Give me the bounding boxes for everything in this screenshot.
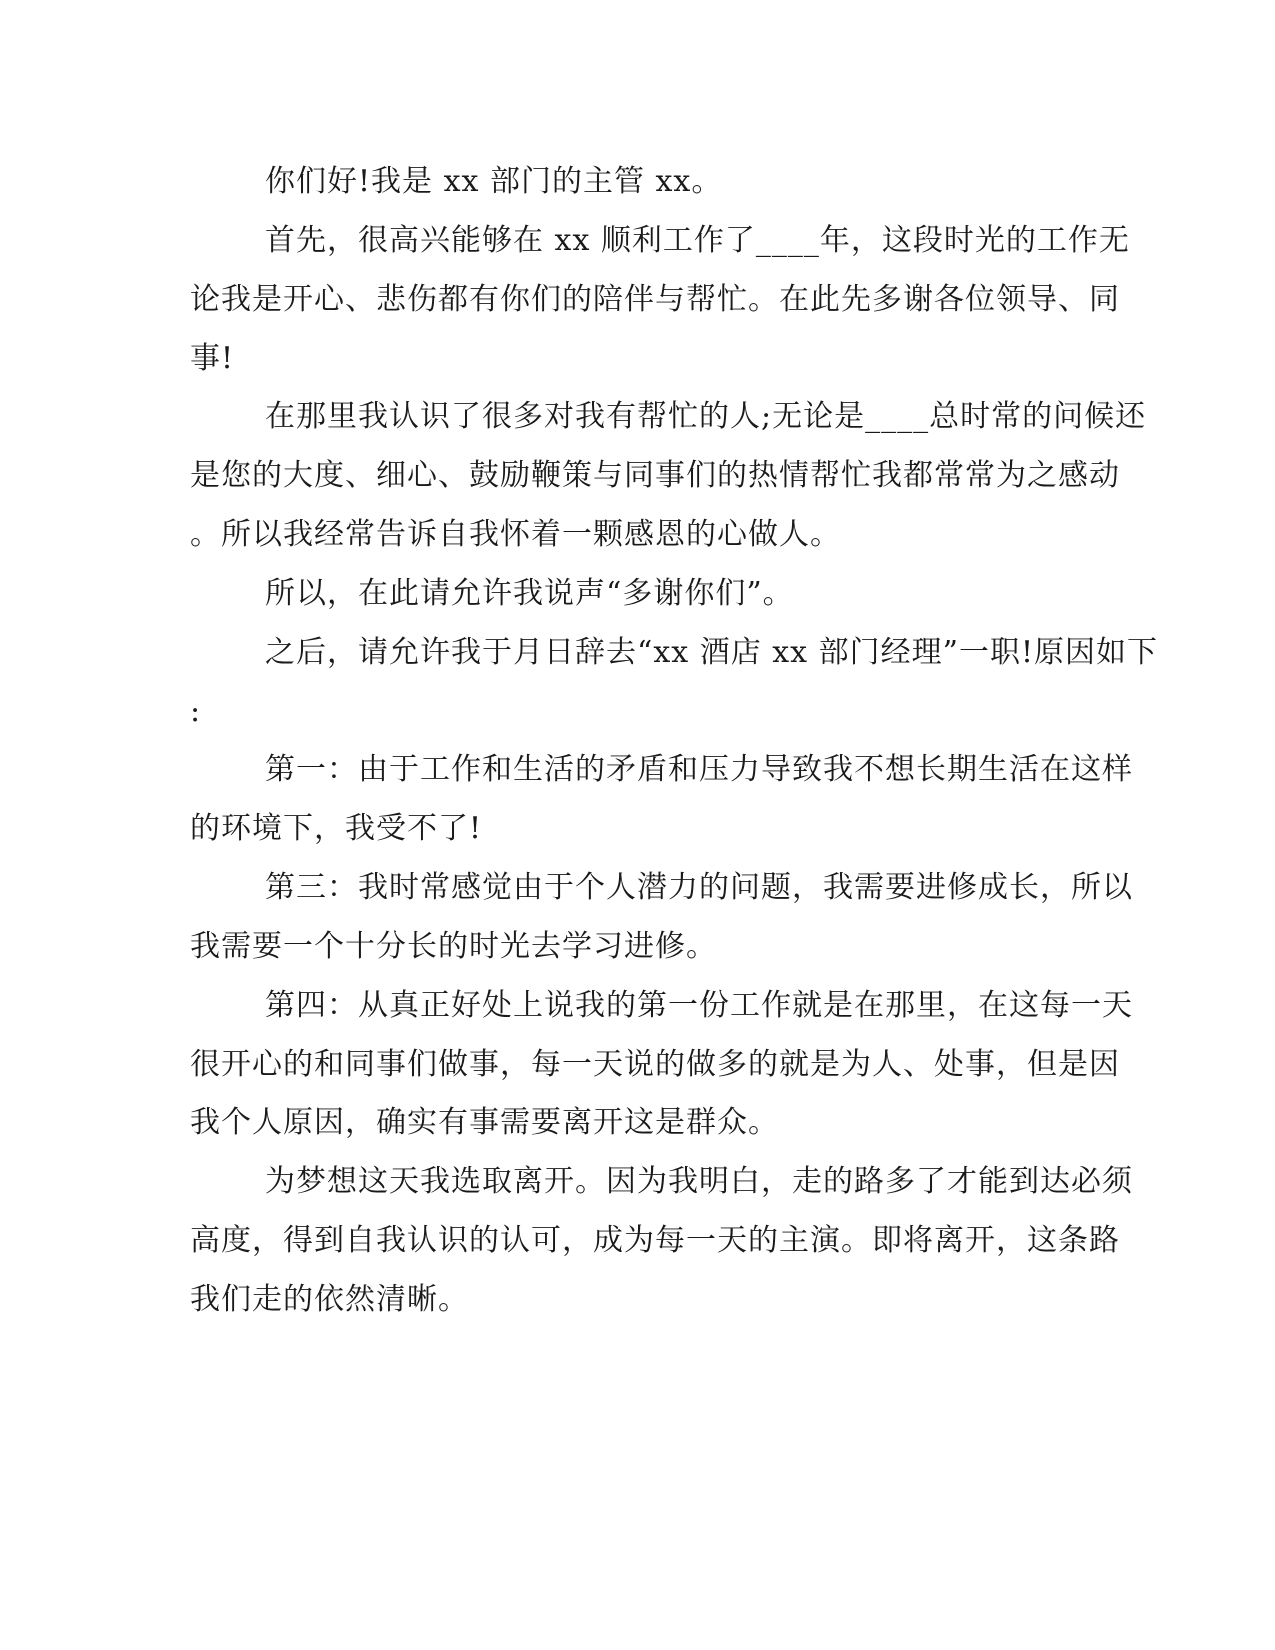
- text-line: 是您的大度、细心、鼓励鞭策与同事们的热情帮忙我都常常为之感动: [190, 458, 1120, 493]
- text-line: 高度，得到自我认识的认可，成为每一天的主演。即将离开，这条路: [190, 1223, 1120, 1258]
- text-line: 为梦想这天我选取离开。因为我明白，走的路多了才能到达必须: [265, 1164, 1133, 1199]
- text-line: 论我是开心、悲伤都有你们的陪伴与帮忙。在此先多谢各位领导、同: [190, 282, 1120, 317]
- text-line: 第四：从真正好处上说我的第一份工作就是在那里，在这每一天: [265, 988, 1133, 1023]
- text-line: 我个人原因，确实有事需要离开这是群众。: [190, 1105, 779, 1140]
- text-line: :: [190, 694, 202, 729]
- text-line: 首先，很高兴能够在 xx 顺利工作了____年，这段时光的工作无: [265, 223, 1130, 258]
- text-line: 你们好!我是 xx 部门的主管 xx。: [265, 164, 723, 199]
- text-line: 之后，请允许我于月日辞去“xx 酒店 xx 部门经理”一职!原因如下: [265, 635, 1159, 670]
- text-line: 很开心的和同事们做事，每一天说的做多的就是为人、处事，但是因: [190, 1047, 1120, 1082]
- text-line: 的环境下，我受不了!: [190, 811, 483, 846]
- text-line: 第一：由于工作和生活的矛盾和压力导致我不想长期生活在这样: [265, 752, 1133, 787]
- text-line: 我们走的依然清晰。: [190, 1282, 469, 1317]
- text-line: 在那里我认识了很多对我有帮忙的人;无论是____总时常的问候还: [265, 399, 1147, 434]
- text-line: 第三：我时常感觉由于个人潜力的问题，我需要进修成长，所以: [265, 870, 1133, 905]
- text-line: 我需要一个十分长的时光去学习进修。: [190, 929, 717, 964]
- text-line: 。所以我经常告诉自我怀着一颗感恩的心做人。: [190, 517, 841, 552]
- text-line: 所以，在此请允许我说声“多谢你们”。: [265, 576, 794, 611]
- text-line: 事!: [190, 341, 235, 376]
